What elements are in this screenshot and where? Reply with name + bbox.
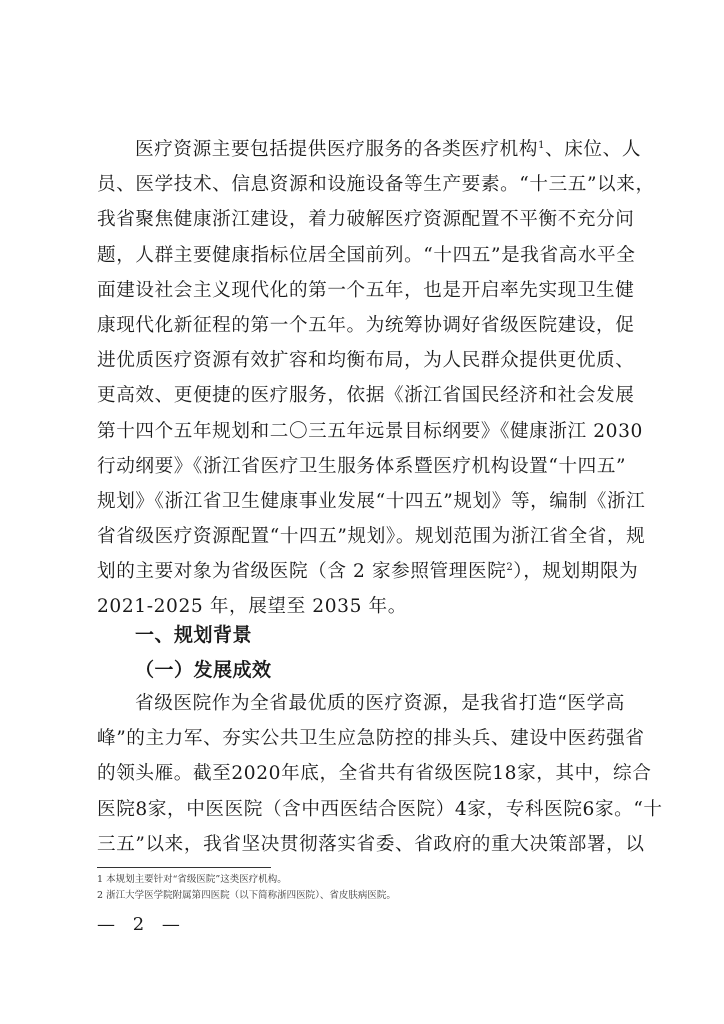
text-line: 峰”的主力军、夯实公共卫生应急防控的排头兵、建设中医药强省 bbox=[97, 728, 645, 750]
text-segment: 、床位、人 bbox=[545, 139, 642, 160]
subsection-heading: （一）发展成效 bbox=[135, 659, 272, 681]
section-heading: 一、规划背景 bbox=[135, 624, 253, 646]
text-segment: 医疗资源主要包括提供医疗服务的各类医疗机构 bbox=[135, 139, 539, 160]
text-segment: ），规划期限为 bbox=[513, 561, 639, 583]
paragraph-intro bbox=[97, 132, 655, 625]
text-line: 第十四个五年规划和二〇三五年远景目标纲要》《健康浙江 2030 bbox=[97, 420, 643, 442]
text-line bbox=[97, 132, 642, 167]
footnote-marker: 1 bbox=[538, 139, 546, 151]
text-line: 面建设社会主义现代化的第一个五年，也是开启率先实现卫生健 bbox=[97, 279, 635, 301]
text-line: 三五”以来，我省坚决贯彻落实省委、省政府的重大决策部署，以 bbox=[97, 833, 645, 855]
text-line: 更高效、更便捷的医疗服务，依据《浙江省国民经济和社会发展 bbox=[97, 385, 635, 407]
text-segment: 划的主要对象为省级医院（含 2 家参照管理医院 bbox=[97, 561, 507, 583]
footnote-2: 2 浙江大学医学院附属第四医院（以下简称浙四医院）、省皮肤病医院。 bbox=[97, 890, 396, 901]
text-line: 行动纲要》《浙江省医疗卫生服务体系暨医疗机构设置“十四五” bbox=[97, 455, 627, 477]
footnote-1: 1 本规划主要针对“省级医院”这类医疗机构。 bbox=[97, 874, 287, 885]
text-line: 员、医学技术、信息资源和设施设备等生产要素。“十三五”以来， bbox=[97, 174, 655, 196]
text-line: 我省聚焦健康浙江建设，着力破解医疗资源配置不平衡不充分问 bbox=[97, 209, 635, 231]
text-line: 省省级医疗资源配置“十四五”规划》。规划范围为浙江省全省，规 bbox=[97, 526, 646, 548]
text-line: 2021-2025 年，展望至 2035 年。 bbox=[97, 596, 407, 618]
text-line: 省级医院作为全省最优质的医疗资源，是我省打造“医学高 bbox=[135, 693, 625, 714]
text-line: 规划》《浙江省卫生健康事业发展“十四五”规划》等，编制《浙江 bbox=[97, 490, 646, 512]
text-line: 医院8家，中医医院（含中西医结合医院）4家，专科医院6家。“十 bbox=[97, 798, 663, 820]
text-line: 的领头雁。截至2020年底，全省共有省级医院18家，其中，综合 bbox=[97, 763, 652, 785]
page-number: — 2 — bbox=[97, 914, 186, 935]
paragraph-achievements bbox=[97, 686, 663, 862]
footnote-marker: 2 bbox=[506, 562, 514, 574]
footnote-divider bbox=[97, 867, 271, 868]
footnotes bbox=[97, 872, 637, 904]
text-line: 进优质医疗资源有效扩容和均衡布局，为人民群众提供更优质、 bbox=[97, 350, 635, 372]
text-line bbox=[97, 554, 639, 589]
text-line: 题，人群主要健康指标位居全国前列。“十四五”是我省高水平全 bbox=[97, 244, 636, 266]
text-line: 康现代化新征程的第一个五年。为统筹协调好省级医院建设，促 bbox=[97, 314, 635, 336]
